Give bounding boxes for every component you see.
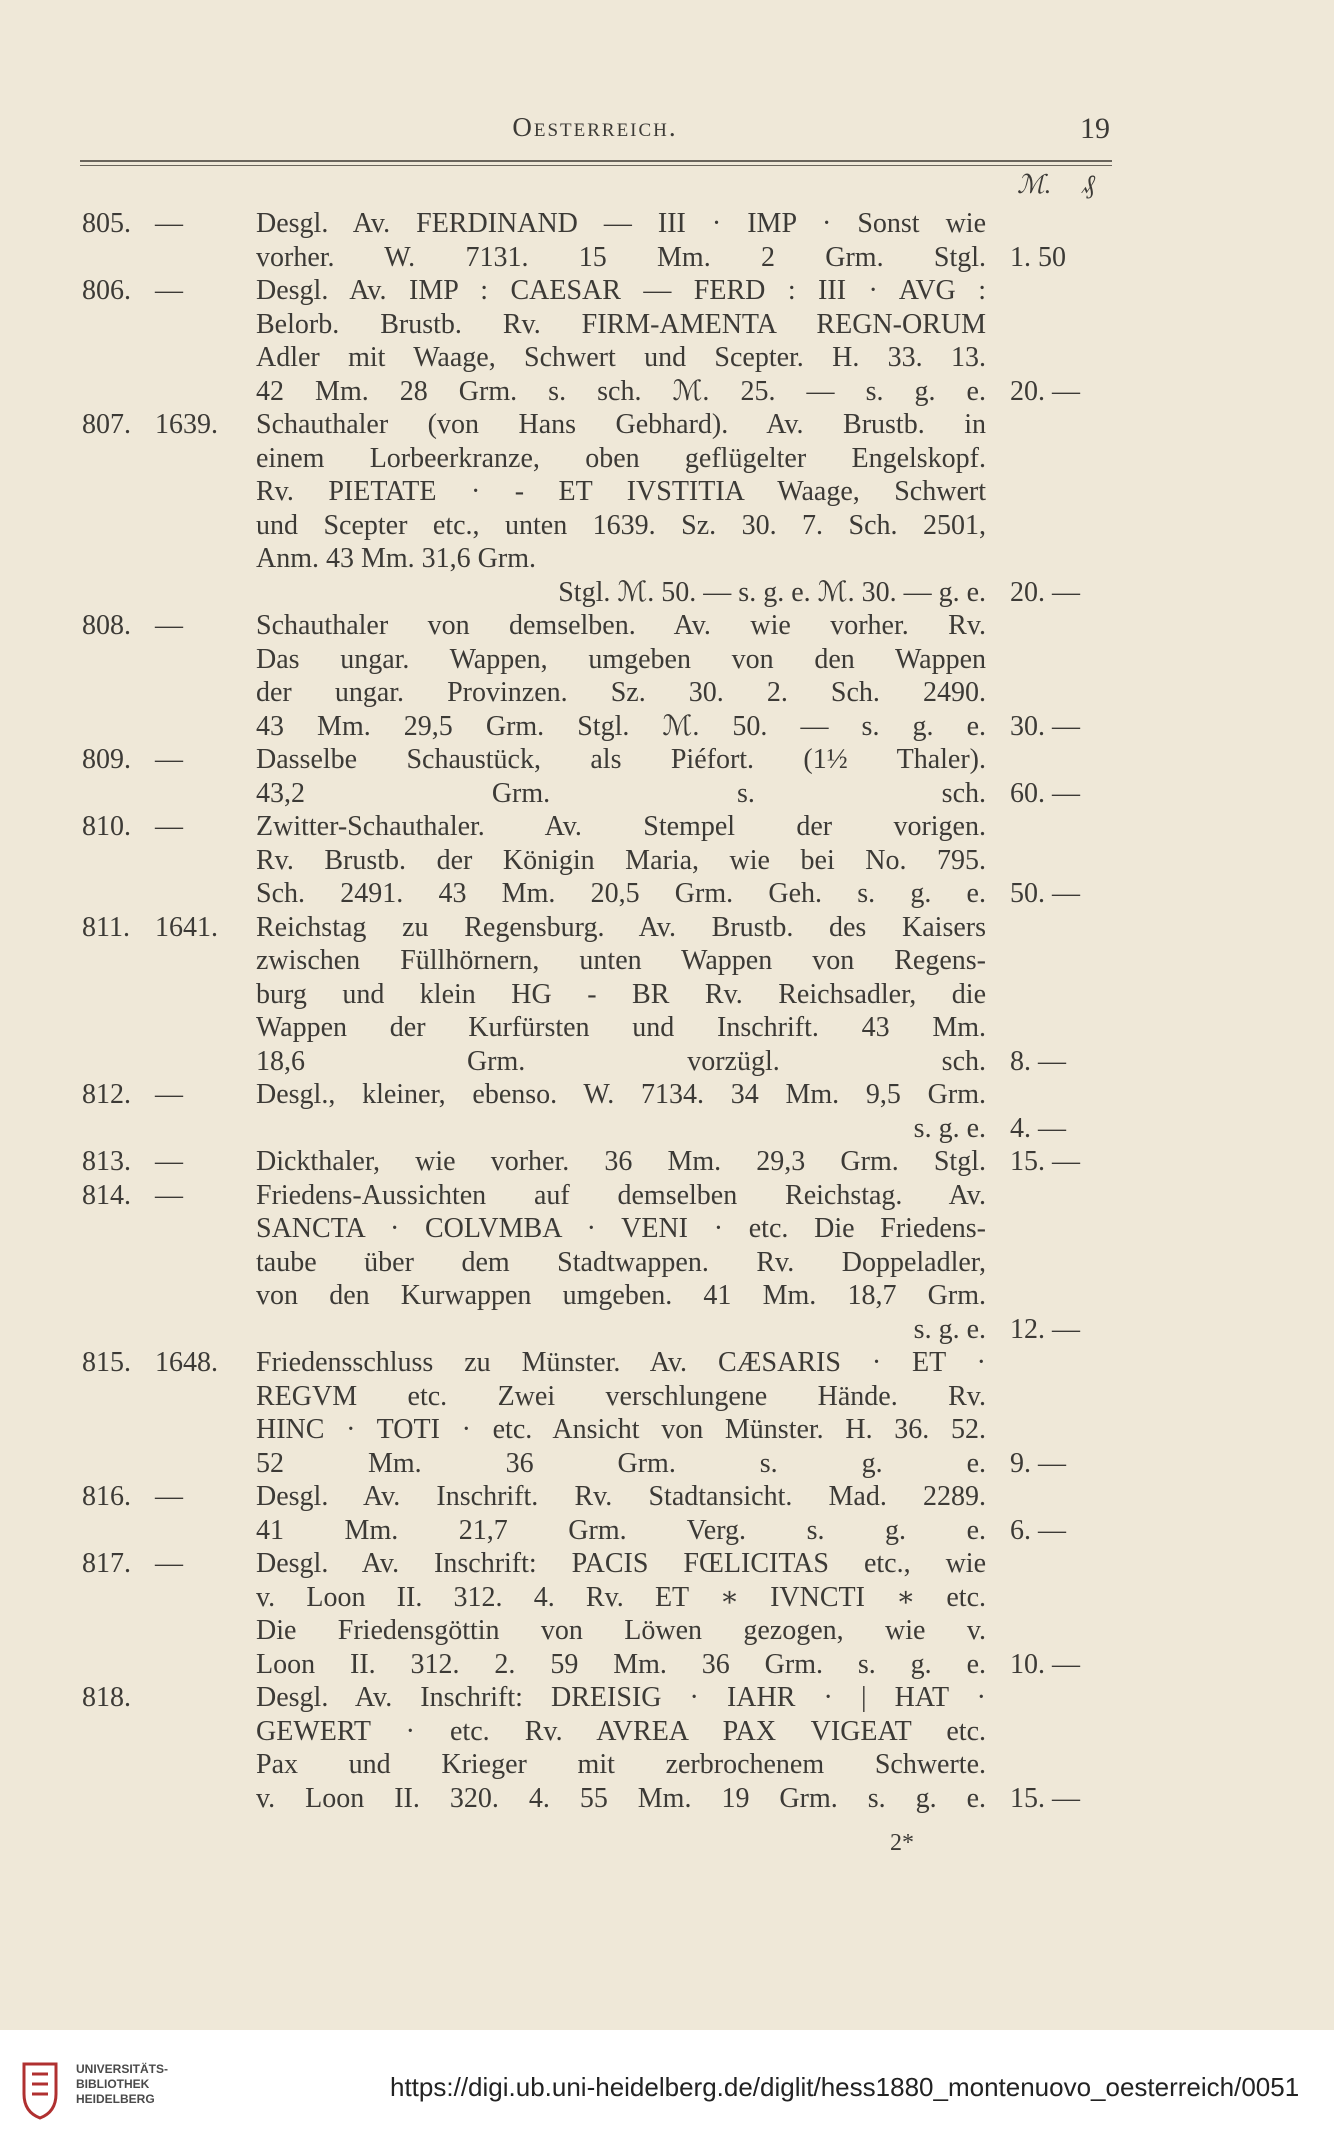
entry-line: [0, 609, 1334, 643]
entry-line: [0, 207, 1334, 241]
entry-line: [0, 1078, 1334, 1112]
logo-line: BIBLIOTHEK: [76, 2077, 150, 2091]
entry-description: Friedens-Aussichten auf demselben Reichstag. Av.: [256, 1179, 986, 1211]
entry-line: [0, 1212, 1334, 1246]
catalogue-entry: [0, 1145, 1334, 1179]
entry-description: Zwitter-Schauthaler. Av. Stempel der vorigen.: [256, 811, 986, 842]
entry-line: [0, 1313, 1334, 1347]
catalogue-entry: [0, 1346, 1334, 1480]
entry-line: [0, 911, 1334, 945]
catalogue-entry: [0, 1179, 1334, 1347]
entry-line: [0, 1380, 1334, 1414]
entry-line: [0, 1614, 1334, 1648]
entry-description: Desgl. Av. Inschrift. Rv. Stadtansicht. Mad. 2289.: [256, 1481, 986, 1512]
entry-line: [0, 710, 1334, 744]
entry-description: GEWERT · etc. Rv. AVREA PAX VIGEAT etc.: [256, 1715, 986, 1747]
entry-line: [0, 308, 1334, 342]
logo-line: HEIDELBERG: [76, 2092, 155, 2106]
entry-line: [0, 274, 1334, 308]
entry-description: v. Loon II. 312. 4. Rv. ET ∗ IVNCTI ∗ etc.: [256, 1581, 986, 1613]
entry-description: Rv. PIETATE · - ET IVSTITIA Waage, Schwert: [256, 476, 986, 507]
entry-description: Desgl. Av. Inschrift: PACIS FŒLICITAS etc., wie: [256, 1548, 986, 1579]
page-number: 19: [1080, 112, 1110, 145]
entry-description: 41 Mm. 21,7 Grm. Verg. s. g. e.: [256, 1514, 986, 1546]
entry-line: [0, 1346, 1334, 1380]
entry-line: [0, 375, 1334, 409]
entry-line: [0, 1447, 1334, 1481]
entry-description: SANCTA · COLVMBA · VENI · etc. Die Friedens-: [256, 1213, 986, 1244]
entry-description: einem Lorbeerkranze, oben geflügelter Engelskopf.: [256, 442, 986, 474]
entry-line: [0, 1480, 1334, 1514]
entry-line: [0, 1514, 1334, 1548]
entry-line: [0, 877, 1334, 911]
entry-year: —: [155, 208, 183, 239]
entry-line: [0, 978, 1334, 1012]
entry-price: 15. —: [1010, 1146, 1080, 1177]
entry-description: der ungar. Provinzen. Sz. 30. 2. Sch. 2490.: [256, 677, 986, 708]
entry-description: REGVM etc. Zwei verschlungene Hände. Rv.: [256, 1380, 986, 1412]
entry-number: 811.: [82, 911, 130, 943]
entry-year: —: [155, 1481, 183, 1512]
library-footer: [0, 2030, 1334, 2134]
entry-description: von den Kurwappen umgeben. 41 Mm. 18,7 Grm.: [256, 1280, 986, 1311]
entry-number: 810.: [82, 811, 131, 842]
entry-line: [0, 1145, 1334, 1179]
entry-description: Wappen der Kurfürsten und Inschrift. 43 Mm.: [256, 1012, 986, 1043]
catalogue-entry: [0, 609, 1334, 743]
entry-year: —: [155, 275, 183, 306]
entry-number: 818.: [82, 1682, 131, 1713]
entry-year: —: [155, 1079, 183, 1110]
header-rule: [80, 160, 1112, 162]
entry-line: [0, 1581, 1334, 1615]
running-title: Oesterreich.: [512, 112, 678, 142]
entry-description: 18,6 Grm. vorzügl. sch.: [256, 1045, 986, 1077]
entry-price: 60. —: [1010, 777, 1080, 809]
entry-description: HINC · TOTI · etc. Ansicht von Münster. H. 36. 52.: [256, 1414, 986, 1445]
entry-number: 805.: [82, 208, 131, 239]
entry-description: s. g. e.: [913, 1313, 986, 1345]
entry-price: 15. —: [1010, 1782, 1080, 1814]
entry-description: Friedensschluss zu Münster. Av. CÆSARIS · ET ·: [256, 1347, 986, 1378]
entry-description: v. Loon II. 320. 4. 55 Mm. 19 Grm. s. g. e.: [256, 1782, 986, 1814]
entry-line: [0, 743, 1334, 777]
entry-description: s. g. e.: [913, 1112, 986, 1144]
entry-description: Anm. 43 Mm. 31,6 Grm.: [256, 543, 536, 574]
entry-price: 4. —: [1010, 1112, 1066, 1144]
entry-number: 815.: [82, 1347, 131, 1378]
entry-description: Reichstag zu Regensburg. Av. Brustb. des Kaisers: [256, 911, 986, 943]
entry-description: Desgl. Av. IMP : CAESAR — FERD : III · AVG :: [256, 275, 986, 306]
page-header: [80, 112, 1110, 152]
entry-number: 814.: [82, 1179, 131, 1211]
entry-line: [0, 576, 1334, 610]
entry-line: [0, 475, 1334, 509]
catalogue-entry: [0, 1078, 1334, 1145]
entry-description: Dickthaler, wie vorher. 36 Mm. 29,3 Grm. Stgl.: [256, 1146, 986, 1177]
entry-description: Sch. 2491. 43 Mm. 20,5 Grm. Geh. s. g. e.: [256, 878, 986, 909]
permalink-url[interactable]: https://digi.ub.uni-heidelberg.de/diglit/hess1880_montenuovo_oesterreich/0051: [390, 2072, 1300, 2102]
entry-year: —: [155, 1548, 183, 1579]
catalogue-entry: [0, 1681, 1334, 1815]
entry-description: Schauthaler von demselben. Av. wie vorher. Rv.: [256, 610, 986, 641]
entry-year: —: [155, 811, 183, 842]
entry-number: 813.: [82, 1146, 131, 1177]
entry-line: [0, 408, 1334, 442]
catalogue-entries: [0, 207, 1334, 1815]
entry-price: 30. —: [1010, 710, 1080, 742]
entry-price: 20. —: [1010, 576, 1080, 608]
entry-description: Schauthaler (von Hans Gebhard). Av. Brustb. in: [256, 409, 986, 440]
entry-price: 9. —: [1010, 1447, 1066, 1479]
pfennig-column-head: ₰: [1082, 170, 1095, 199]
catalogue-entry: [0, 1547, 1334, 1681]
entry-price: 8. —: [1010, 1045, 1066, 1077]
entry-description: 43 Mm. 29,5 Grm. Stgl. ℳ. 50. — s. g. e.: [256, 710, 986, 742]
entry-description: Loon II. 312. 2. 59 Mm. 36 Grm. s. g. e.: [256, 1648, 986, 1680]
entry-line: [0, 844, 1334, 878]
entry-number: 816.: [82, 1481, 131, 1512]
entry-line: [0, 1413, 1334, 1447]
entry-line: [0, 1246, 1334, 1280]
header-rule-thin: [80, 165, 1112, 166]
entry-line: [0, 1279, 1334, 1313]
entry-description: Stgl. ℳ. 50. — s. g. e. ℳ. 30. — g. e.: [558, 576, 986, 608]
entry-price: 6. —: [1010, 1514, 1066, 1546]
entry-year: —: [155, 610, 183, 641]
catalogue-entry: [0, 911, 1334, 1079]
entry-line: [0, 1547, 1334, 1581]
entry-description: zwischen Füllhörnern, unten Wappen von Regens-: [256, 945, 986, 976]
entry-number: 808.: [82, 610, 131, 641]
catalogue-entry: [0, 1480, 1334, 1547]
entry-price: 12. —: [1010, 1313, 1080, 1345]
entry-number: 809.: [82, 744, 131, 775]
entry-line: [0, 643, 1334, 677]
entry-description: Dasselbe Schaustück, als Piéfort. (1½ Thaler).: [256, 744, 986, 775]
entry-description: Pax und Krieger mit zerbrochenem Schwerte.: [256, 1749, 986, 1780]
entry-line: [0, 1715, 1334, 1749]
entry-description: taube über dem Stadtwappen. Rv. Doppeladler,: [256, 1246, 986, 1278]
entry-line: [0, 1045, 1334, 1079]
entry-line: [0, 1179, 1334, 1213]
entry-line: [0, 1681, 1334, 1715]
entry-year: —: [155, 1179, 183, 1211]
entry-line: [0, 1648, 1334, 1682]
entry-year: 1648.: [155, 1347, 218, 1378]
entry-description: Desgl., kleiner, ebenso. W. 7134. 34 Mm. 9,5 Grm.: [256, 1079, 986, 1110]
catalogue-entry: [0, 408, 1334, 609]
entry-line: [0, 777, 1334, 811]
entry-line: [0, 944, 1334, 978]
logo-line: UNIVERSITÄTS-: [76, 2062, 169, 2076]
entry-price: 1. 50: [1010, 241, 1066, 273]
entry-year: —: [155, 1146, 183, 1177]
catalogue-entry: [0, 207, 1334, 274]
entry-line: [0, 1112, 1334, 1146]
entry-description: 43,2 Grm. s. sch.: [256, 777, 986, 809]
entry-line: [0, 442, 1334, 476]
catalogue-entry: [0, 274, 1334, 408]
entry-line: [0, 810, 1334, 844]
entry-description: Das ungar. Wappen, umgeben von den Wappen: [256, 643, 986, 675]
entry-line: [0, 542, 1334, 576]
entry-year: 1641.: [155, 911, 218, 943]
library-logo-text: [76, 2062, 168, 2107]
catalogue-entry: [0, 743, 1334, 810]
entry-description: und Scepter etc., unten 1639. Sz. 30. 7. Sch. 2501,: [256, 509, 986, 541]
entry-line: [0, 341, 1334, 375]
entry-description: Belorb. Brustb. Rv. FIRM-AMENTA REGN-ORUM: [256, 308, 986, 340]
entry-line: [0, 676, 1334, 710]
entry-description: Desgl. Av. FERDINAND — III · IMP · Sonst wie: [256, 208, 986, 239]
entry-number: 817.: [82, 1548, 131, 1579]
entry-description: Die Friedensgöttin von Löwen gezogen, wie v.: [256, 1615, 986, 1646]
entry-line: [0, 509, 1334, 543]
catalogue-entry: [0, 810, 1334, 911]
entry-price: 50. —: [1010, 878, 1080, 909]
entry-line: [0, 1748, 1334, 1782]
entry-number: 812.: [82, 1079, 131, 1110]
entry-description: 52 Mm. 36 Grm. s. g. e.: [256, 1447, 986, 1479]
entry-description: Desgl. Av. Inschrift: DREISIG · IAHR · | HAT ·: [256, 1682, 986, 1713]
mark-column-head: ℳ.: [1017, 170, 1052, 199]
entry-year: 1639.: [155, 409, 218, 440]
entry-description: 42 Mm. 28 Grm. s. sch. ℳ. 25. — s. g. e.: [256, 375, 986, 407]
signature-mark: 2*: [890, 1830, 914, 1856]
entry-description: burg und klein HG - BR Rv. Reichsadler, die: [256, 978, 986, 1010]
entry-line: [0, 1011, 1334, 1045]
entry-line: [0, 1782, 1334, 1816]
entry-year: —: [155, 744, 183, 775]
entry-number: 806.: [82, 275, 131, 306]
entry-description: vorher. W. 7131. 15 Mm. 2 Grm. Stgl.: [256, 241, 986, 273]
entry-description: Rv. Brustb. der Königin Maria, wie bei No. 795.: [256, 844, 986, 876]
entry-number: 807.: [82, 409, 131, 440]
library-seal-icon: [18, 2060, 62, 2120]
entry-price: 10. —: [1010, 1648, 1080, 1680]
entry-price: 20. —: [1010, 375, 1080, 407]
entry-line: [0, 241, 1334, 275]
entry-description: Adler mit Waage, Schwert und Scepter. H. 33. 13.: [256, 342, 986, 373]
